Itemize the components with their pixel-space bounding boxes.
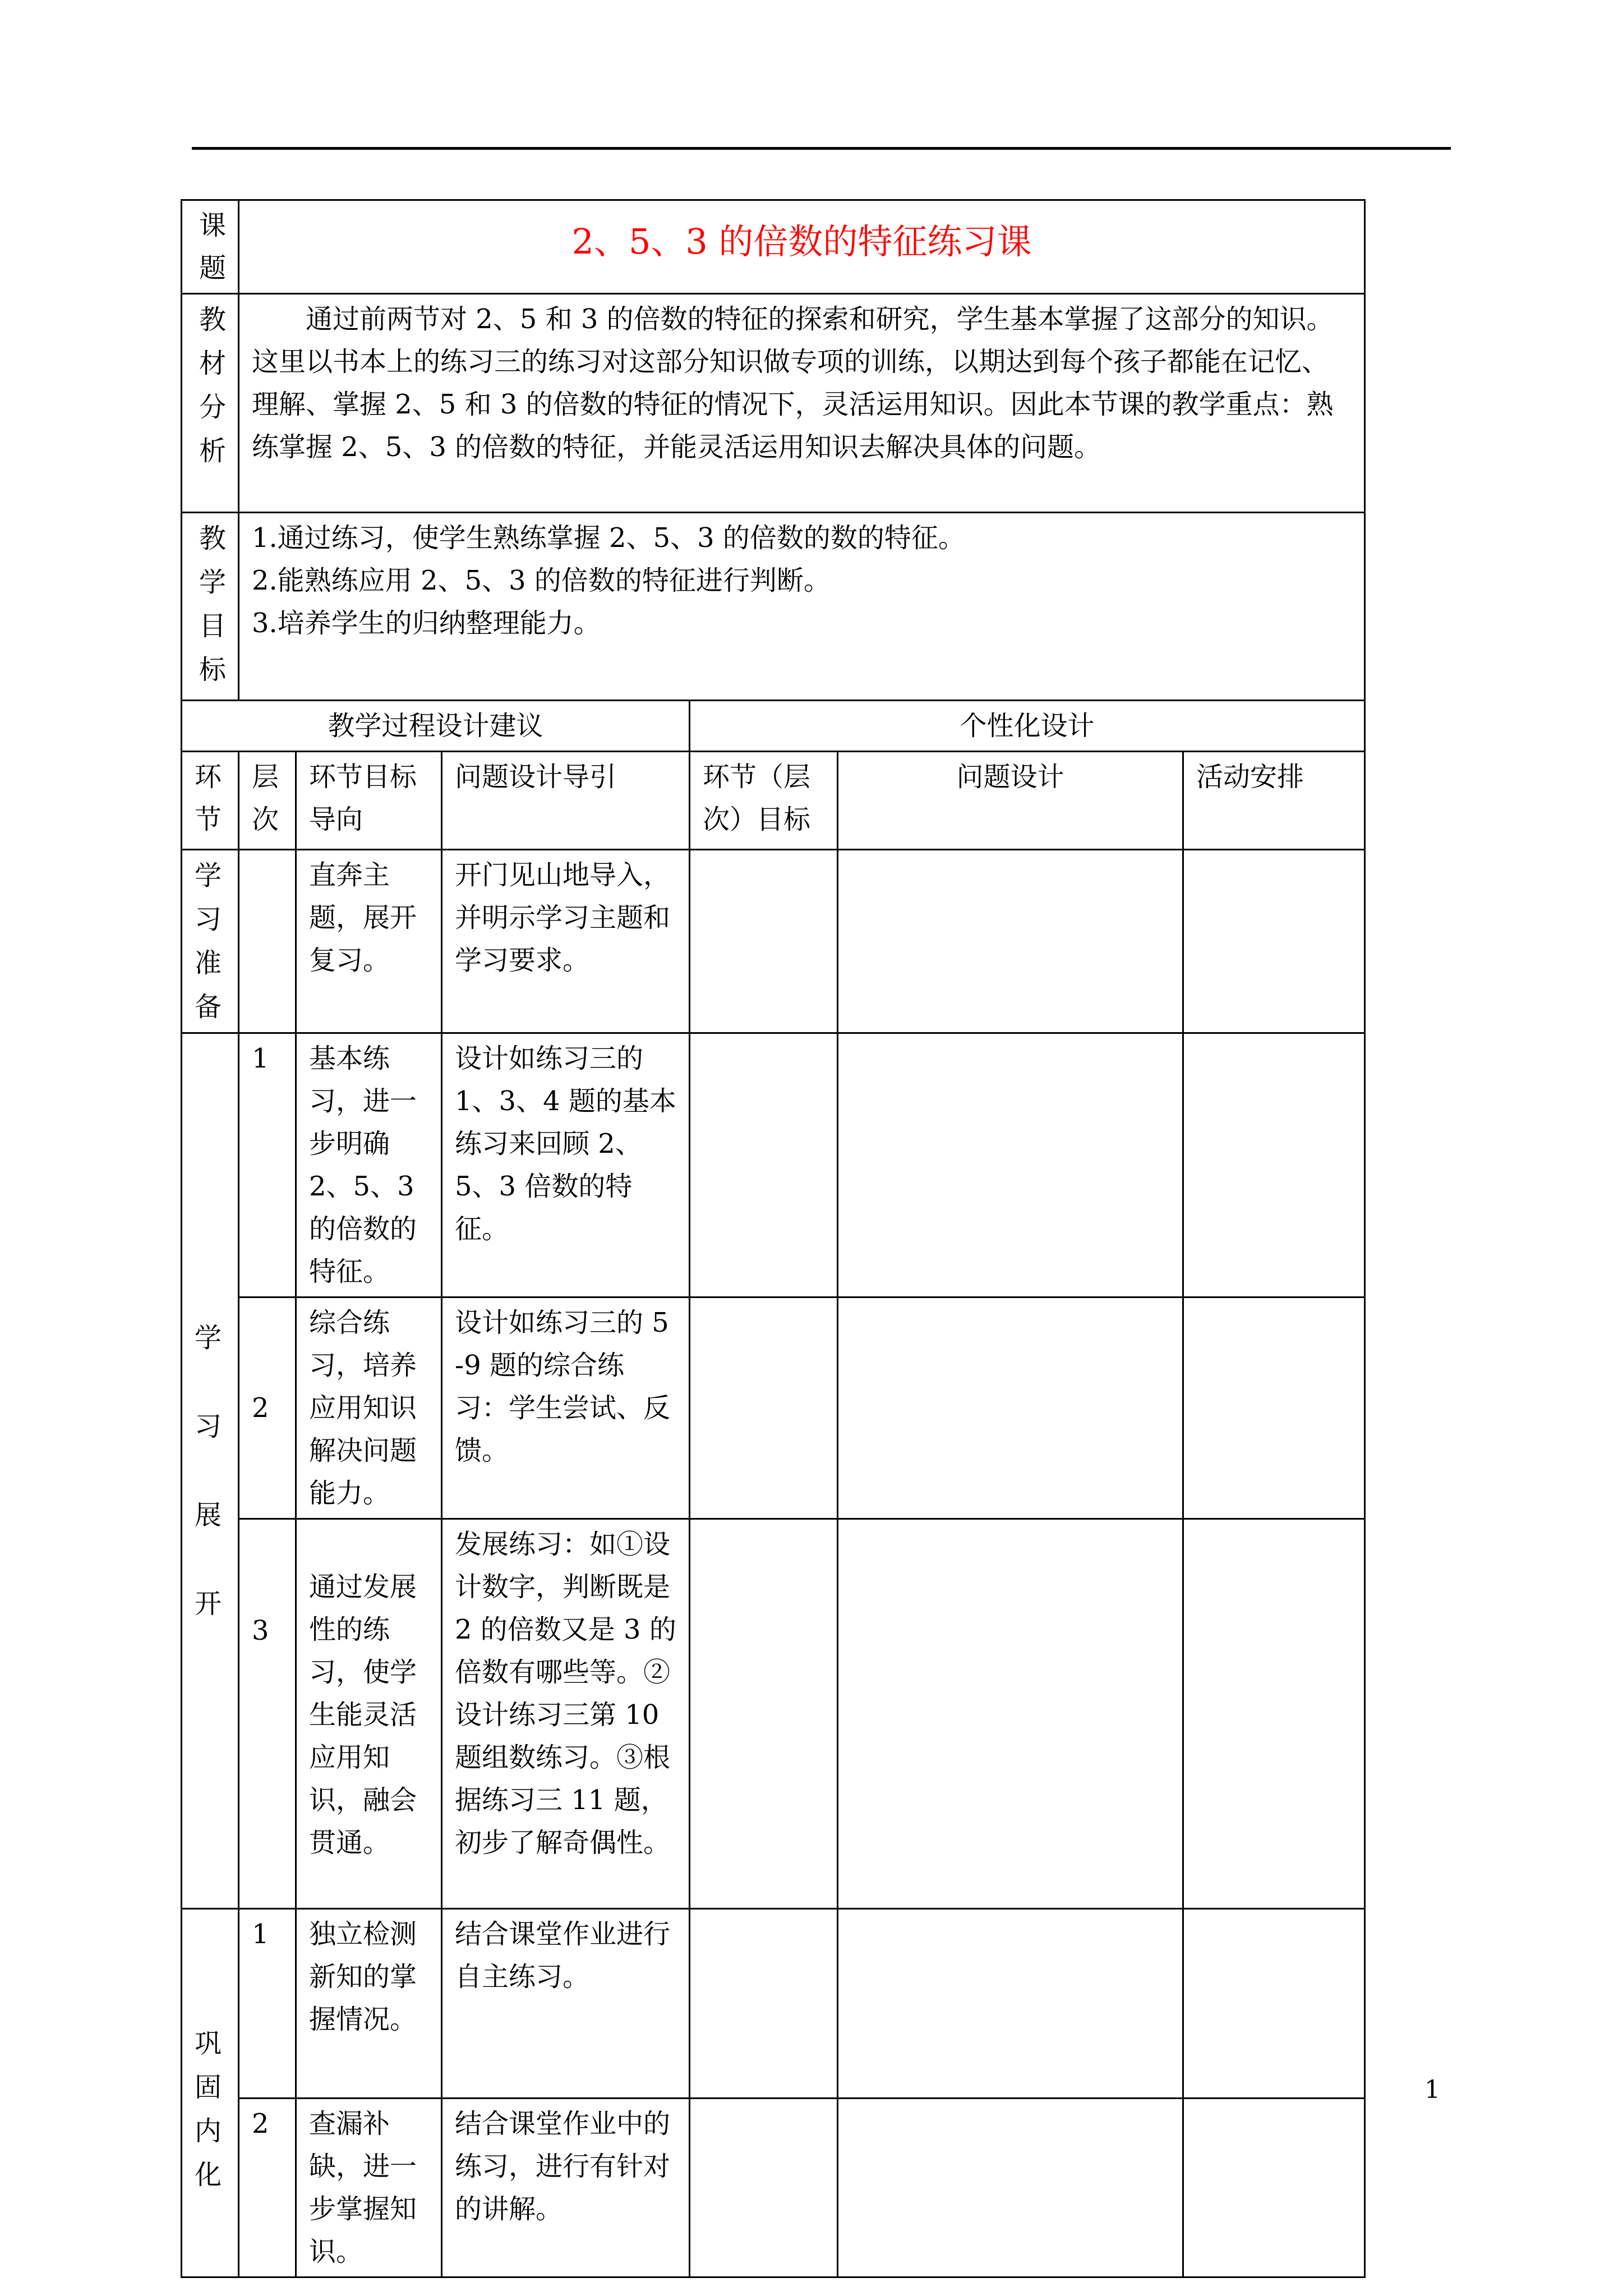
personal-goal-cell [690,1033,838,1297]
analysis-text: 通过前两节对 2、5 和 3 的倍数的特征的探索和研究，学生基本掌握了这部分的知识。这里以书本上的练习三的练习对这部分知识做专项的训练，以期达到每个孩子都能在记忆、理解、掌握 2、5 和 3 的倍数的特征的情况下，灵活运用知识。因此本节课的教学重点：熟练掌握 2、5、3 的倍数的特征，并能灵活运用知识去解决具体的问题。 [239,294,1365,513]
goal-cell: 直奔主题，展开复习。 [296,850,442,1033]
question-cell [838,1909,1183,2099]
personal-goal-cell [690,1297,838,1519]
col-header-personal-goal: 环节（层次）目标 [690,752,838,850]
table-row [182,2099,1365,2277]
goal-cell: 综合练习，培养应用知识解决问题能力。 [296,1297,442,1519]
design-header-row [182,701,1365,752]
level-cell: 2 [239,2099,296,2277]
guide-cell: 设计如练习三的 5-9 题的综合练习：学生尝试、反馈。 [442,1297,690,1519]
goal-item: 3.培养学生的归纳整理能力。 [252,608,601,639]
level-cell: 3 [239,1519,296,1909]
guide-cell: 结合课堂作业中的练习，进行有针对的讲解。 [442,2099,690,2277]
level-cell: 1 [239,1909,296,2099]
header-rule [192,147,1451,150]
level-cell [239,850,296,1033]
stage-cell: 巩 固 内 化 [182,1909,239,2277]
personal-goal-cell [690,2099,838,2277]
col-header-goal: 环节目标导向 [296,752,442,850]
guide-cell: 设计如练习三的 1、3、4 题的基本练习来回顾 2、5、3 倍数的特征。 [442,1033,690,1297]
level-cell: 1 [239,1033,296,1297]
col-header-level: 层次 [239,752,296,850]
activity-cell [1183,1519,1365,1909]
title-label: 课题 [182,200,239,294]
page-number: 1 [1424,2076,1440,2104]
guide-cell: 发展练习：如①设计数字，判断既是 2 的倍数又是 3 的倍数有哪些等。②设计练习三第 10 题组数练习。③根据练习三 11 题，初步了解奇偶性。 [442,1519,690,1909]
personal-header: 个性化设计 [690,701,1365,752]
guide-cell: 开门见山地导入，并明示学习主题和学习要求。 [442,850,690,1033]
personal-goal-cell [690,1909,838,2099]
goal-cell: 独立检测新知的掌握情况。 [296,1909,442,2099]
activity-cell [1183,2099,1365,2277]
col-header-activity: 活动安排 [1183,752,1365,850]
analysis-label: 教 材 分 析 [182,294,239,513]
goal-cell: 基本练习，进一步明确 2、5、3 的倍数的特征。 [296,1033,442,1297]
table-row [182,850,1365,1033]
process-header: 教学过程设计建议 [182,701,690,752]
table-row [182,1297,1365,1519]
activity-cell [1183,1297,1365,1519]
col-header-stage: 环节 [182,752,239,850]
goals-list [239,513,1365,701]
personal-goal-cell [690,850,838,1033]
question-cell [838,1297,1183,1519]
analysis-row [182,294,1365,513]
activity-cell [1183,1909,1365,2099]
title-row [182,200,1365,294]
personal-goal-cell [690,1519,838,1909]
question-cell [838,850,1183,1033]
goals-label: 教 学 目 标 [182,513,239,701]
col-header-guide: 问题设计导引 [442,752,690,850]
goal-cell: 查漏补缺，进一步掌握知识。 [296,2099,442,2277]
table-row [182,1519,1365,1909]
activity-cell [1183,850,1365,1033]
goal-item: 2.能熟练应用 2、5、3 的倍数的特征进行判断。 [252,565,831,596]
question-cell [838,1033,1183,1297]
guide-cell: 结合课堂作业进行自主练习。 [442,1909,690,2099]
goal-item: 1.通过练习，使学生熟练掌握 2、5、3 的倍数的数的特征。 [252,522,965,554]
stage-cell: 学 习 展 开 [182,1033,239,1909]
stage-cell: 学 习 准 备 [182,850,239,1033]
level-cell: 2 [239,1297,296,1519]
column-header-row [182,752,1365,850]
activity-cell [1183,1033,1365,1297]
lesson-plan-table [181,199,1366,2278]
goals-row [182,513,1365,701]
col-header-question: 问题设计 [838,752,1183,850]
page-title: 2、5、3 的倍数的特征练习课 [239,200,1365,294]
goal-cell: 通过发展性的练习，使学生能灵活应用知识，融会贯通。 [296,1519,442,1909]
question-cell [838,2099,1183,2277]
table-row [182,1909,1365,2099]
table-row [182,1033,1365,1297]
question-cell [838,1519,1183,1909]
